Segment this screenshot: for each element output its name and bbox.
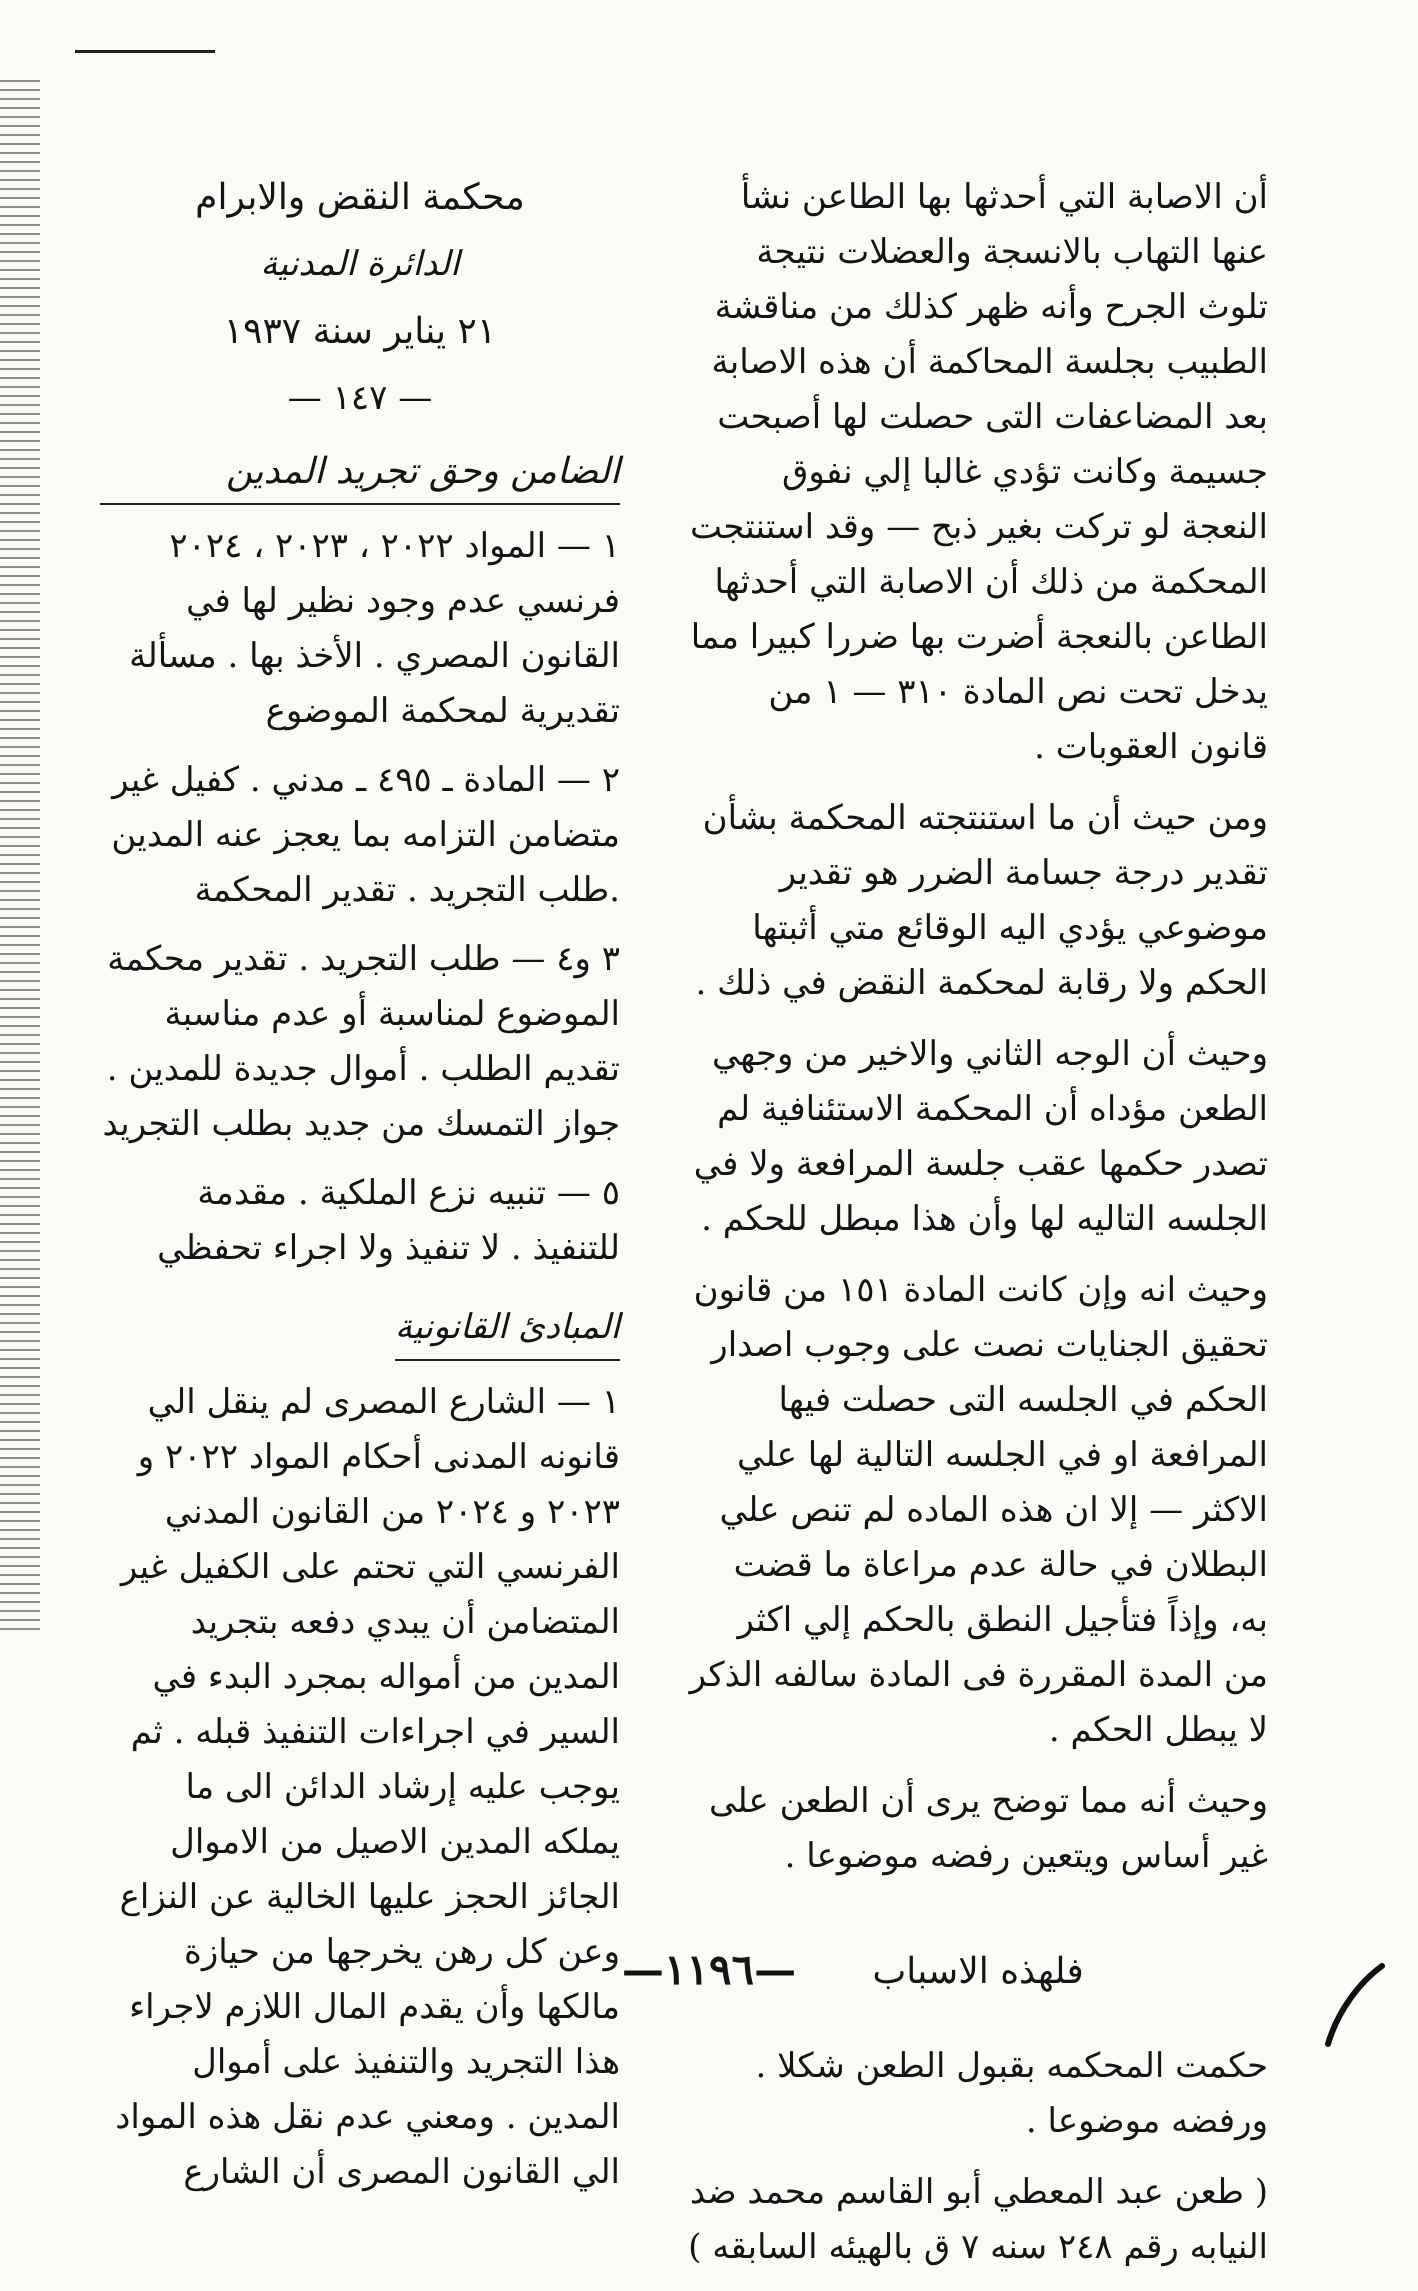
paragraph: وحيث أنه مما توضح يرى أن الطعن على غير أساس ويتعين رفضه موضوعا . <box>708 1781 1268 1876</box>
ruling-text: حكمت المحكمه بقبول الطعن شكلا . ورفضه موضوعا . <box>755 2046 1268 2141</box>
court-name: محكمة النقض والابرام <box>195 177 525 218</box>
case-subject: الضامن وحق تجريد المدين <box>100 444 620 505</box>
paragraph: وحيث انه وإن كانت المادة ١٥١ من قانون تحقيق الجنايات نصت على وجوب اصدار الحكم في الجلسه التى حصلت فيها المرافعة او في الجلسه التالية لها علي الاكثر — إلا ان هذه الماده لم تنص علي البطلان في حالة عدم مراعاة ما قضت به، وإذاً فتأجيل النطق بالحكم إلي اكثر من المدة المقررة فى المادة سالفه الذكر لا يبطل الحكم . <box>689 1270 1268 1750</box>
paragraph: أن الاصابة التي أحدثها بها الطاعن نشأ عنها التهاب بالانسجة والعضلات نتيجة تلوث الجرح وأنه ظهر كذلك من مناقشة الطبيب بجلسة المحاكمة أن هذه الاصابة بعد المضاعفات التى حصلت لها أصبحت جسيمة وكانت تؤدي غالبا إلي نفوق النعجة لو تركت بغير ذبح — وقد استنتجت المحكمة من ذلك أن الاصابة التي أحدثها الطاعن بالنعجة أضرت بها ضررا كبيرا مما يدخل تحت نص المادة ٣١٠ — ١ من قانون العقوبات . <box>689 177 1268 767</box>
summary-list <box>100 519 620 1276</box>
principles-heading: المبادئ القانونية <box>395 1300 620 1361</box>
chamber-name: الدائرة المدنية <box>260 244 460 284</box>
page-number: —١١٩٦— <box>621 1945 797 1994</box>
reasons-heading: فلهذه الاسباب <box>872 1951 1084 1992</box>
ruling-date: ٢١ يناير سنة ١٩٣٧ <box>223 311 497 352</box>
case-citation: ( طعن عبد المعطي أبو القاسم محمد ضد النيابه رقم ٢٤٨ سنه ٧ ق بالهيئه السابقه ) <box>688 2172 1268 2267</box>
top-rule <box>75 50 215 53</box>
left-column <box>100 170 620 2216</box>
binding-edge <box>0 80 40 1630</box>
paragraph: وحيث أن الوجه الثاني والاخير من وجهي الطعن مؤداه أن المحكمة الاستئنافية لم تصدر حكمها عقب جلسة المرافعة ولا في الجلسه التاليه لها وأن هذا مبطل للحكم . <box>693 1034 1268 1239</box>
summary-item: ٥ — تنبيه نزع الملكية . مقدمة للتنفيذ . لا تنفيذ ولا اجراء تحفظي <box>157 1173 620 1268</box>
summary-item: ٣ و٤ — طلب التجريد . تقدير محكمة الموضوع لمناسبة أو عدم مناسبة تقديم الطلب . أموال جديدة للمدين . جواز التمسك من جديد بطلب التجريد <box>102 939 620 1144</box>
pen-mark-icon <box>1320 1960 1390 2050</box>
summary-item: ٢ — المادة ـ ٤٩٥ ـ مدني . كفيل غير متضامن التزامه بما يعجز عنه المدين .طلب التجريد . تقدير المحكمة <box>111 760 620 910</box>
case-number: — ١٤٧ — <box>287 378 433 418</box>
principles-text: ١ — الشارع المصرى لم ينقل الي قانونه المدنى أحكام المواد ٢٠٢٢ و ٢٠٢٣ و ٢٠٢٤ من القانون المدني الفرنسي التي تحتم على الكفيل غير المتضامن أن يبدي دفعه بتجريد المدين من أمواله بمجرد البدء في السير في اجراءات التنفيذ قبله . ثم يوجب عليه إرشاد الدائن الى ما يملكه المدين الاصيل من الاموال الجائز الحجز عليها الخالية عن النزاع وعن كل رهن يخرجها من حيازة مالكها وأن يقدم المال اللازم لاجراء هذا التجريد والتنفيذ على أموال المدين . ومعني عدم نقل هذه المواد الي القانون المصرى أن الشارع <box>115 1382 620 2192</box>
paragraph: ومن حيث أن ما استنتجته المحكمة بشأن تقدير درجة جسامة الضرر هو تقدير موضوعي يؤدي اليه الوقائع متي أثبتها الحكم ولا رقابة لمحكمة النقض في ذلك . <box>695 798 1268 1003</box>
summary-item: ١ — المواد ٢٠٢٢ ، ٢٠٢٣ ، ٢٠٢٤ فرنسي عدم وجود نظير لها في القانون المصري . الأخذ بها . مسألة تقديرية لمحكمة الموضوع <box>129 526 620 731</box>
